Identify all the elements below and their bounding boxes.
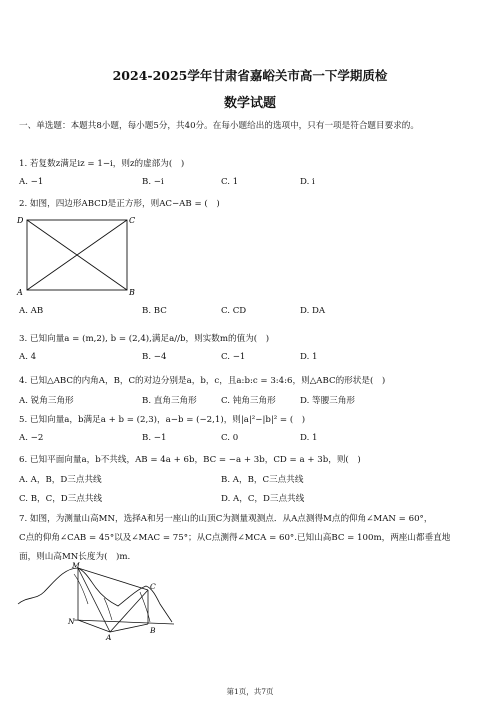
exam-title: 2024-2025学年甘肃省嘉峪关市高一下学期质检 — [112, 68, 388, 83]
label-c: C — [150, 582, 156, 591]
question-5-stem: 5. 已知向量a，b满足a + b = (2,3)，a−b = (−2,1)，则|a|²−|b|² = ( ) — [19, 415, 306, 425]
mountain-figure — [14, 562, 174, 642]
question-7-line-1: 7. 如图，为测量山高MN，选择A和另一座山的山顶C为测量观测点．从A点测得M点的仰角∠MAN = 60°， — [19, 514, 433, 524]
question-2-stem: 2. 如图，四边形ABCD是正方形，则AC−AB = ( ) — [19, 199, 220, 209]
label-m: M — [72, 562, 80, 570]
question-1-stem: 1. 若复数z满足iz = 1−i，则z的虚部为( ) — [19, 159, 185, 169]
label-d: D — [17, 216, 24, 225]
q5-option-c: C. 0 — [221, 433, 239, 443]
q2-option-a: A. AB — [19, 306, 44, 316]
q3-option-b: B. −4 — [142, 352, 167, 362]
line-mc — [78, 568, 148, 590]
q6-option-c: C. B，C，D三点共线 — [19, 494, 103, 504]
q1-option-d: D. i — [300, 177, 315, 187]
ground-line — [74, 620, 174, 624]
mountain-outline — [18, 568, 172, 622]
q1-option-a: A. −1 — [19, 177, 44, 187]
q3-option-a: A. 4 — [19, 352, 37, 362]
question-4-stem: 4. 已知△ABC的内角A，B，C的对边分别是a，b，c，且a:b:c = 3:4:6，则△ABC的形状是( ) — [19, 376, 386, 386]
question-6-stem: 6. 已知平面向量a，b不共线，AB = 4a + 6b，BC = −a + 3b，CD = a + 3b，则( ) — [19, 455, 361, 465]
q6-option-b: B. A，B，C三点共线 — [221, 475, 304, 485]
q3-option-d: D. 1 — [300, 352, 318, 362]
q1-option-b: B. −i — [142, 177, 164, 187]
q2-option-d: D. DA — [300, 306, 326, 316]
q3-option-c: C. −1 — [221, 352, 246, 362]
label-c: C — [129, 216, 136, 225]
section-heading: 一、单选题：本题共8小题，每小题5分，共40分。在每小题给出的选项中，只有一项是符合题目要求的。 — [19, 121, 419, 131]
question-3-stem: 3. 已知向量a = (m,2), b = (2,4),满足a//b，则实数m的值为( ) — [19, 334, 270, 344]
q2-option-b: B. BC — [142, 306, 167, 316]
q6-option-a: A. A，B，D三点共线 — [19, 475, 102, 485]
q1-option-c: C. 1 — [221, 177, 239, 187]
square-figure — [16, 212, 141, 300]
exam-subtitle: 数学试题 — [223, 96, 276, 111]
q4-option-a: A. 锐角三角形 — [19, 396, 74, 406]
question-7-line-3: 面，则山高MN长度为( )m. — [19, 552, 131, 562]
q6-option-d: D. A，C，D三点共线 — [221, 494, 305, 504]
page-footer: 第1页，共7页 — [226, 687, 274, 696]
q4-option-d: D. 等腰三角形 — [300, 396, 356, 406]
q5-option-d: D. 1 — [300, 433, 318, 443]
label-a: A — [106, 633, 112, 642]
q4-option-b: B. 直角三角形 — [142, 396, 197, 406]
q5-option-a: A. −2 — [19, 433, 44, 443]
question-7-line-2: C点的仰角∠CAB = 45°以及∠MAC = 75°；从C点测得∠MCA = 60°.已知山高BC = 100m，两座山都垂直地 — [19, 533, 451, 543]
q2-option-c: C. CD — [221, 306, 247, 316]
label-b: B — [150, 626, 156, 635]
label-a: A — [17, 288, 23, 297]
mountain-shading — [74, 574, 150, 622]
label-b: B — [129, 288, 135, 297]
q4-option-c: C. 钝角三角形 — [221, 396, 276, 406]
q5-option-b: B. −1 — [142, 433, 167, 443]
label-n: N — [68, 617, 75, 626]
line-ac — [110, 590, 148, 632]
